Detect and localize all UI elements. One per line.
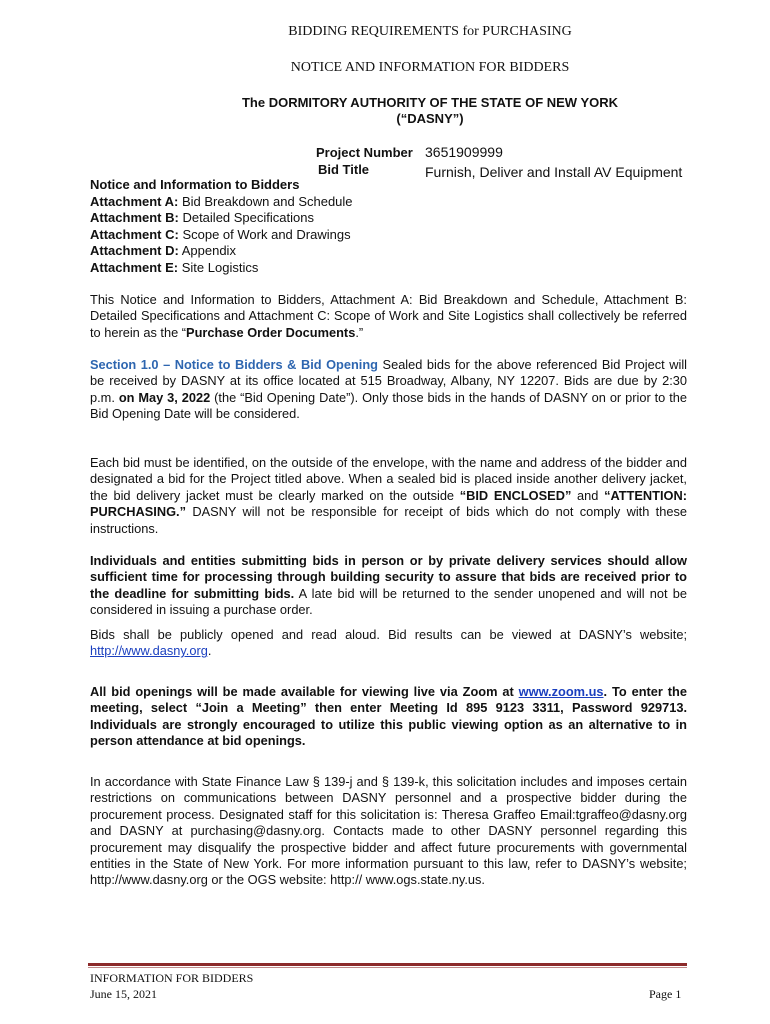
bid-title-value: Furnish, Deliver and Install AV Equipment <box>425 164 683 180</box>
authority-name: The DORMITORY AUTHORITY OF THE STATE OF NEW YORK <box>241 95 619 110</box>
footer-date: June 15, 2021 <box>90 987 157 1001</box>
paragraph-public-opening: Bids shall be publicly opened and read aloud. Bid results can be viewed at DASNY’s website; http://www.dasny.org. <box>90 627 687 659</box>
authority-heading <box>90 95 770 127</box>
attachments-list <box>90 177 353 276</box>
footer-title: INFORMATION FOR BIDDERS <box>90 971 254 985</box>
paragraph-state-finance-law: In accordance with State Finance Law § 139-j and § 139-k, this solicitation includes and imposes certain restrictions on communications between DASNY personnel and a prospective bidder during the procurement process. Designated staff for this solicitation is: Theresa Graffeo Email:tgraffeo@dasny.org and DASNY at purchasing@dasny.org. Contacts made to other DASNY personnel regarding this procurement may disqualify the prospective bidder and affect future procurements with governmental entities in the State of New York. For more information pursuant to this law, refer to DASNY’s website; http://www.dasny.org or the OGS website: http:// www.ogs.state.ny.us. <box>90 774 687 888</box>
attachment-c: Attachment C: Scope of Work and Drawings <box>90 226 351 242</box>
attachment-d: Attachment D: Appendix <box>90 243 236 258</box>
attachment-b: Attachment B: Detailed Specifications <box>90 210 314 225</box>
paragraph-documents-definition: This Notice and Information to Bidders, Attachment A: Bid Breakdown and Schedule, Attachment B: Detailed Specifications and Attachment C: Scope of Work and Site Logistics shall collectively be referred to herein as the “Purchase Order Documents.” <box>90 292 687 340</box>
paragraph-bid-identification: Each bid must be identified, on the outside of the envelope, with the name and address of the bidder and designated a bid for the Project titled above. When a sealed bid is placed inside another delivery jacket, the bid delivery jacket must be clearly marked on the outside “BID ENCLOSED” and “ATTENTION: PURCHASING.” DASNY will not be responsible for receipt of bids which do not comply with these instructions. <box>90 455 687 536</box>
attachments-heading: Notice and Information to Bidders <box>90 177 300 192</box>
authority-abbreviation: (“DASNY”) <box>396 111 464 126</box>
footer-page-number: Page 1 <box>649 987 682 1001</box>
zoom-link[interactable]: www.zoom.us <box>518 684 604 699</box>
dasny-website-link[interactable]: http://www.dasny.org <box>90 643 208 659</box>
attachment-a: Attachment A: Bid Breakdown and Schedule <box>90 193 353 209</box>
footer-divider-thin <box>88 967 687 968</box>
bid-title-label: Bid Title <box>318 162 370 177</box>
project-number-value: 3651909999 <box>425 144 503 160</box>
attachment-e: Attachment E: Site Logistics <box>90 259 259 275</box>
header-line-2: NOTICE AND INFORMATION FOR BIDDERS <box>290 60 570 75</box>
paragraph-zoom-viewing: All bid openings will be made available for viewing live via Zoom at www.zoom.us. To enter the meeting, select “Join a Meeting” then enter Meeting Id 895 9123 3311, Password 929713. Individuals are strongly encouraged to utilize this public viewing option as an alternative to in person attendance at bid openings. <box>90 684 687 749</box>
project-number-label: Project Number <box>316 145 413 160</box>
header-line-1: BIDDING REQUIREMENTS for PURCHASING <box>288 24 572 39</box>
section-1-title: Section 1.0 – Notice to Bidders & Bid Opening <box>90 357 378 372</box>
footer-divider <box>88 963 687 966</box>
section-1-notice: Section 1.0 – Notice to Bidders & Bid Opening Sealed bids for the above referenced Bid Project will be received by DASNY at its office located at 515 Broadway, Albany, NY 12207. Bids are due by 2:30 p.m. on May 3, 2022 (the “Bid Opening Date”). Only those bids in the hands of DASNY on or prior to the Bid Opening Date will be considered. <box>90 357 688 422</box>
paragraph-delivery-deadline: Individuals and entities submitting bids in person or by private delivery services should allow sufficient time for processing through building security to assure that bids are received prior to the deadline for submitting bids. A late bid will be returned to the sender unopened and will not be considered in issuing a purchase order. <box>90 553 687 618</box>
bid-opening-date: on May 3, 2022 <box>118 389 211 405</box>
